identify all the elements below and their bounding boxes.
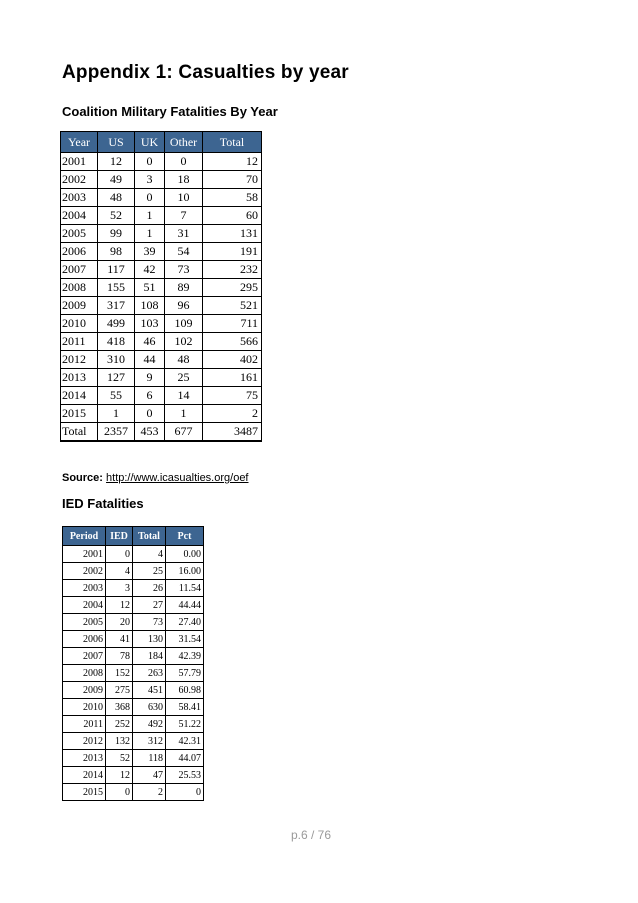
table-cell: 2012: [61, 351, 98, 369]
table-row: [61, 387, 262, 405]
table-cell: 4: [133, 546, 166, 563]
table-cell: 252: [106, 716, 133, 733]
table-cell: 39: [135, 243, 165, 261]
table-cell: 317: [98, 297, 135, 315]
table-cell: 44: [135, 351, 165, 369]
table-cell: 2001: [61, 153, 98, 171]
table-cell: 10: [165, 189, 203, 207]
table-cell: 2010: [61, 315, 98, 333]
table-cell: 58: [203, 189, 262, 207]
table-cell: 310: [98, 351, 135, 369]
table-cell: 4: [106, 563, 133, 580]
table-cell: 2001: [63, 546, 106, 563]
table-cell: 75: [203, 387, 262, 405]
table-cell: 3: [106, 580, 133, 597]
table-cell: 130: [133, 631, 166, 648]
column-header: Total: [133, 527, 166, 546]
table-cell: 118: [133, 750, 166, 767]
table-cell: 2006: [61, 243, 98, 261]
table-cell: 2002: [61, 171, 98, 189]
table-row: [63, 767, 204, 784]
table-cell: 2357: [98, 423, 135, 442]
table-body: [61, 153, 262, 442]
table-cell: 102: [165, 333, 203, 351]
table-header-row: [61, 132, 262, 153]
table-row: [61, 243, 262, 261]
table-cell: 492: [133, 716, 166, 733]
page-number: p.6 / 76: [291, 828, 332, 842]
table-cell: 51: [135, 279, 165, 297]
table-cell: 42: [135, 261, 165, 279]
table-cell: 41: [106, 631, 133, 648]
table-cell: 18: [165, 171, 203, 189]
column-header: Total: [203, 132, 262, 153]
table-cell: 2007: [61, 261, 98, 279]
table-cell: 60: [203, 207, 262, 225]
table-cell: 2011: [63, 716, 106, 733]
table-cell: 73: [133, 614, 166, 631]
table-cell: 2004: [63, 597, 106, 614]
table-cell: 1: [98, 405, 135, 423]
table-cell: 51.22: [166, 716, 204, 733]
table-cell: 2013: [63, 750, 106, 767]
table-row: [63, 648, 204, 665]
table-cell: 12: [106, 597, 133, 614]
table-cell: 275: [106, 682, 133, 699]
table-cell: 2006: [63, 631, 106, 648]
table-cell: 132: [106, 733, 133, 750]
table-cell: 11.54: [166, 580, 204, 597]
table-cell: 78: [106, 648, 133, 665]
table-row: [63, 546, 204, 563]
table-cell: 57.79: [166, 665, 204, 682]
coalition-fatalities-table: [60, 131, 262, 442]
table-cell: 2009: [61, 297, 98, 315]
table-cell: 2009: [63, 682, 106, 699]
table-cell: 0: [135, 153, 165, 171]
column-header: Pct: [166, 527, 204, 546]
table-cell: 0: [165, 153, 203, 171]
table-row: [61, 279, 262, 297]
table-cell: 2008: [63, 665, 106, 682]
table-cell: 52: [98, 207, 135, 225]
table-cell: 96: [165, 297, 203, 315]
table-cell: 25.53: [166, 767, 204, 784]
table-header-row: [63, 527, 204, 546]
source-note: [62, 472, 249, 484]
table-cell: 677: [165, 423, 203, 442]
table-cell: 12: [203, 153, 262, 171]
table-cell: 0: [135, 405, 165, 423]
table-row: [61, 225, 262, 243]
table-cell: 27.40: [166, 614, 204, 631]
table-cell: 368: [106, 699, 133, 716]
table-cell: 0: [166, 784, 204, 801]
table-cell: 2003: [63, 580, 106, 597]
table-cell: 0: [106, 546, 133, 563]
table-cell: 2012: [63, 733, 106, 750]
table-row: [61, 171, 262, 189]
table-cell: 2014: [63, 767, 106, 784]
table-row: [61, 153, 262, 171]
table-row: [63, 682, 204, 699]
table-cell: 42.31: [166, 733, 204, 750]
table-row: [63, 631, 204, 648]
table-cell: 48: [165, 351, 203, 369]
table-cell: 12: [98, 153, 135, 171]
table-row: [63, 750, 204, 767]
table-cell: 152: [106, 665, 133, 682]
table-cell: 42.39: [166, 648, 204, 665]
table-row: [61, 297, 262, 315]
table-row: [63, 733, 204, 750]
table-cell: 2014: [61, 387, 98, 405]
table-cell: 60.98: [166, 682, 204, 699]
table-cell: 2005: [63, 614, 106, 631]
table-cell: 295: [203, 279, 262, 297]
page-title: Appendix 1: Casualties by year: [62, 62, 349, 83]
table-cell: 2: [133, 784, 166, 801]
table-cell: 2002: [63, 563, 106, 580]
table-row: [63, 784, 204, 801]
table-cell: 2011: [61, 333, 98, 351]
table-cell: 2015: [63, 784, 106, 801]
table-cell: 117: [98, 261, 135, 279]
table-cell: 2: [203, 405, 262, 423]
table-row: [61, 405, 262, 423]
ied-fatalities-table: [62, 526, 204, 801]
table-cell: 54: [165, 243, 203, 261]
table-cell: 103: [135, 315, 165, 333]
table-cell: 2003: [61, 189, 98, 207]
table-cell: 46: [135, 333, 165, 351]
table-cell: 55: [98, 387, 135, 405]
table-row: [63, 614, 204, 631]
ied-fatalities-title: IED Fatalities: [62, 496, 144, 511]
table-cell: 16.00: [166, 563, 204, 580]
table-cell: 3: [135, 171, 165, 189]
table-row: [63, 563, 204, 580]
table-cell: 26: [133, 580, 166, 597]
table-cell: 418: [98, 333, 135, 351]
table-cell: 7: [165, 207, 203, 225]
table-cell: 127: [98, 369, 135, 387]
table-row: [63, 665, 204, 682]
column-header: Other: [165, 132, 203, 153]
source-link[interactable]: http://www.icasualties.org/oef: [106, 472, 249, 484]
table-cell: 2013: [61, 369, 98, 387]
table-cell: 12: [106, 767, 133, 784]
table-cell: 0: [135, 189, 165, 207]
table-row: [63, 597, 204, 614]
table-cell: 1: [135, 225, 165, 243]
column-header: US: [98, 132, 135, 153]
table-cell: 131: [203, 225, 262, 243]
table-cell: Total: [61, 423, 98, 442]
table-cell: 566: [203, 333, 262, 351]
table-cell: 52: [106, 750, 133, 767]
table-row: [61, 315, 262, 333]
table-row: [63, 580, 204, 597]
table-cell: 3487: [203, 423, 262, 442]
table-row: [61, 423, 262, 442]
table-cell: 2008: [61, 279, 98, 297]
table-cell: 44.44: [166, 597, 204, 614]
table-cell: 2015: [61, 405, 98, 423]
table-cell: 89: [165, 279, 203, 297]
table-cell: 1: [165, 405, 203, 423]
table-row: [63, 699, 204, 716]
column-header: IED: [106, 527, 133, 546]
table-cell: 58.41: [166, 699, 204, 716]
table-cell: 25: [133, 563, 166, 580]
table-row: [61, 261, 262, 279]
table-row: [61, 351, 262, 369]
table-cell: 499: [98, 315, 135, 333]
table-cell: 27: [133, 597, 166, 614]
table-cell: 451: [133, 682, 166, 699]
table-cell: 31: [165, 225, 203, 243]
table-body: [63, 546, 204, 801]
table-cell: 70: [203, 171, 262, 189]
table-cell: 9: [135, 369, 165, 387]
coalition-fatalities-title: Coalition Military Fatalities By Year: [62, 104, 278, 119]
column-header: UK: [135, 132, 165, 153]
table-cell: 48: [98, 189, 135, 207]
table-cell: 44.07: [166, 750, 204, 767]
table-cell: 1: [135, 207, 165, 225]
table-cell: 20: [106, 614, 133, 631]
table-cell: 453: [135, 423, 165, 442]
column-header: Year: [61, 132, 98, 153]
table-cell: 98: [98, 243, 135, 261]
table-cell: 2004: [61, 207, 98, 225]
table-cell: 2005: [61, 225, 98, 243]
table-cell: 73: [165, 261, 203, 279]
table-cell: 99: [98, 225, 135, 243]
table-cell: 161: [203, 369, 262, 387]
table-cell: 312: [133, 733, 166, 750]
table-row: [61, 369, 262, 387]
table-cell: 14: [165, 387, 203, 405]
table-cell: 0: [106, 784, 133, 801]
table-cell: 109: [165, 315, 203, 333]
table-cell: 47: [133, 767, 166, 784]
table-cell: 402: [203, 351, 262, 369]
table-cell: 25: [165, 369, 203, 387]
table-cell: 49: [98, 171, 135, 189]
table-cell: 263: [133, 665, 166, 682]
table-cell: 108: [135, 297, 165, 315]
table-row: [63, 716, 204, 733]
table-cell: 191: [203, 243, 262, 261]
table-cell: 232: [203, 261, 262, 279]
source-label: Source:: [62, 472, 103, 484]
table-cell: 155: [98, 279, 135, 297]
table-row: [61, 333, 262, 351]
table-row: [61, 189, 262, 207]
table-cell: 711: [203, 315, 262, 333]
table-cell: 2007: [63, 648, 106, 665]
column-header: Period: [63, 527, 106, 546]
table-cell: 0.00: [166, 546, 204, 563]
table-cell: 6: [135, 387, 165, 405]
table-cell: 184: [133, 648, 166, 665]
table-cell: 2010: [63, 699, 106, 716]
table-cell: 521: [203, 297, 262, 315]
table-cell: 31.54: [166, 631, 204, 648]
table-row: [61, 207, 262, 225]
table-cell: 630: [133, 699, 166, 716]
